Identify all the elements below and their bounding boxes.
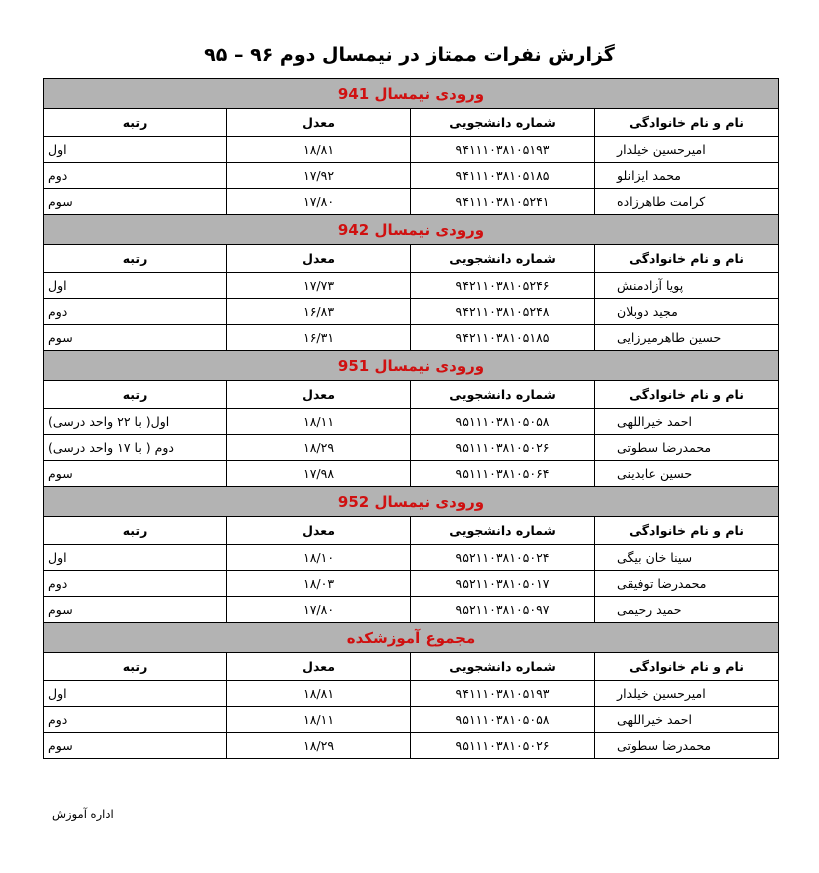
- table-row: [44, 571, 779, 597]
- rank-cell: دوم: [44, 707, 227, 733]
- column-header-average: معدل: [227, 109, 411, 137]
- average-cell: ۱۶/۳۱: [227, 325, 411, 351]
- student-name-cell: پویا آزادمنش: [595, 273, 779, 299]
- student-name-cell: سینا خان بیگی: [595, 545, 779, 571]
- rank-cell: اول: [44, 273, 227, 299]
- average-cell: ۱۸/۱۱: [227, 409, 411, 435]
- average-cell: ۱۷/۸۰: [227, 597, 411, 623]
- table-row: [44, 435, 779, 461]
- table-row: [44, 299, 779, 325]
- average-cell: ۱۶/۸۳: [227, 299, 411, 325]
- column-header-name: نام و نام خانوادگی: [595, 109, 779, 137]
- student-name-cell: امیرحسین خیلدار: [595, 137, 779, 163]
- column-header-rank: رتبه: [44, 245, 227, 273]
- column-header-row: [44, 245, 779, 273]
- rank-cell: سوم: [44, 189, 227, 215]
- student-name-cell: محمدرضا سطوتی: [595, 733, 779, 759]
- average-cell: ۱۸/۱۱: [227, 707, 411, 733]
- column-header-student-id: شماره دانشجویی: [411, 381, 595, 409]
- average-cell: ۱۷/۸۰: [227, 189, 411, 215]
- student-id-cell: ۹۵۱۱۱۰۳۸۱۰۵۰۲۶: [411, 733, 595, 759]
- rank-cell: دوم: [44, 299, 227, 325]
- student-id-cell: ۹۴۲۱۱۰۳۸۱۰۵۱۸۵: [411, 325, 595, 351]
- column-header-student-id: شماره دانشجویی: [411, 653, 595, 681]
- rank-cell: سوم: [44, 461, 227, 487]
- column-header-student-id: شماره دانشجویی: [411, 245, 595, 273]
- column-header-row: [44, 381, 779, 409]
- table-row: [44, 325, 779, 351]
- column-header-average: معدل: [227, 517, 411, 545]
- student-id-cell: ۹۴۲۱۱۰۳۸۱۰۵۲۴۸: [411, 299, 595, 325]
- student-id-cell: ۹۵۲۱۱۰۳۸۱۰۵۰۹۷: [411, 597, 595, 623]
- table-row: [44, 597, 779, 623]
- student-id-cell: ۹۵۱۱۱۰۳۸۱۰۵۰۵۸: [411, 409, 595, 435]
- student-id-cell: ۹۵۱۱۱۰۳۸۱۰۵۰۲۶: [411, 435, 595, 461]
- average-cell: ۱۷/۹۸: [227, 461, 411, 487]
- column-header-average: معدل: [227, 245, 411, 273]
- student-id-cell: ۹۴۱۱۱۰۳۸۱۰۵۱۸۵: [411, 163, 595, 189]
- column-header-row: [44, 653, 779, 681]
- student-name-cell: محمدرضا توفیقی: [595, 571, 779, 597]
- table-row: [44, 189, 779, 215]
- section-heading: ورودی نیمسال 942: [44, 215, 779, 245]
- column-header-rank: رتبه: [44, 109, 227, 137]
- section-heading: ورودی نیمسال 941: [44, 79, 779, 109]
- student-name-cell: حسین طاهرمیرزایی: [595, 325, 779, 351]
- rank-cell: سوم: [44, 597, 227, 623]
- column-header-name: نام و نام خانوادگی: [595, 245, 779, 273]
- rank-cell: سوم: [44, 325, 227, 351]
- column-header-name: نام و نام خانوادگی: [595, 653, 779, 681]
- average-cell: ۱۷/۷۳: [227, 273, 411, 299]
- student-name-cell: کرامت طاهرزاده: [595, 189, 779, 215]
- student-id-cell: ۹۵۲۱۱۰۳۸۱۰۵۰۱۷: [411, 571, 595, 597]
- average-cell: ۱۷/۹۲: [227, 163, 411, 189]
- table-row: [44, 409, 779, 435]
- student-name-cell: محمدرضا سطوتی: [595, 435, 779, 461]
- column-header-rank: رتبه: [44, 381, 227, 409]
- table-row: [44, 681, 779, 707]
- table-row: [44, 273, 779, 299]
- student-name-cell: حسین عابدینی: [595, 461, 779, 487]
- column-header-average: معدل: [227, 381, 411, 409]
- table-body: [44, 79, 779, 759]
- student-id-cell: ۹۵۱۱۱۰۳۸۱۰۵۰۶۴: [411, 461, 595, 487]
- rank-cell: اول: [44, 681, 227, 707]
- student-name-cell: مجید دوبلان: [595, 299, 779, 325]
- table-row: [44, 461, 779, 487]
- column-header-name: نام و نام خانوادگی: [595, 381, 779, 409]
- section-heading-row: [44, 215, 779, 245]
- average-cell: ۱۸/۱۰: [227, 545, 411, 571]
- rank-cell: دوم ( با ۱۷ واحد درسی): [44, 435, 227, 461]
- student-id-cell: ۹۵۲۱۱۰۳۸۱۰۵۰۲۴: [411, 545, 595, 571]
- rank-cell: دوم: [44, 571, 227, 597]
- column-header-student-id: شماره دانشجویی: [411, 109, 595, 137]
- table-row: [44, 137, 779, 163]
- table-row: [44, 545, 779, 571]
- section-heading-row: [44, 623, 779, 653]
- section-heading: مجموع آموزشکده: [44, 623, 779, 653]
- student-id-cell: ۹۴۱۱۱۰۳۸۱۰۵۱۹۳: [411, 137, 595, 163]
- average-cell: ۱۸/۲۹: [227, 435, 411, 461]
- section-heading: ورودی نیمسال 952: [44, 487, 779, 517]
- column-header-row: [44, 109, 779, 137]
- report-title: گزارش نفرات ممتاز در نیمسال دوم ۹۶ – ۹۵: [204, 44, 615, 66]
- table-row: [44, 163, 779, 189]
- student-name-cell: احمد خیراللهی: [595, 707, 779, 733]
- rank-cell: اول( با ۲۲ واحد درسی): [44, 409, 227, 435]
- rank-cell: دوم: [44, 163, 227, 189]
- student-id-cell: ۹۴۲۱۱۰۳۸۱۰۵۲۴۶: [411, 273, 595, 299]
- rank-cell: اول: [44, 137, 227, 163]
- footer-department: اداره آموزش: [52, 807, 114, 821]
- student-id-cell: ۹۴۱۱۱۰۳۸۱۰۵۲۴۱: [411, 189, 595, 215]
- average-cell: ۱۸/۸۱: [227, 137, 411, 163]
- section-heading-row: [44, 487, 779, 517]
- excellent-students-table: [43, 78, 779, 759]
- student-name-cell: احمد خیراللهی: [595, 409, 779, 435]
- column-header-row: [44, 517, 779, 545]
- average-cell: ۱۸/۰۳: [227, 571, 411, 597]
- rank-cell: سوم: [44, 733, 227, 759]
- student-name-cell: امیرحسین خیلدار: [595, 681, 779, 707]
- column-header-average: معدل: [227, 653, 411, 681]
- section-heading-row: [44, 79, 779, 109]
- column-header-student-id: شماره دانشجویی: [411, 517, 595, 545]
- section-heading-row: [44, 351, 779, 381]
- table-row: [44, 707, 779, 733]
- average-cell: ۱۸/۲۹: [227, 733, 411, 759]
- student-id-cell: ۹۴۱۱۱۰۳۸۱۰۵۱۹۳: [411, 681, 595, 707]
- average-cell: ۱۸/۸۱: [227, 681, 411, 707]
- table-row: [44, 733, 779, 759]
- column-header-rank: رتبه: [44, 517, 227, 545]
- section-heading: ورودی نیمسال 951: [44, 351, 779, 381]
- column-header-name: نام و نام خانوادگی: [595, 517, 779, 545]
- student-name-cell: حمید رحیمی: [595, 597, 779, 623]
- rank-cell: اول: [44, 545, 227, 571]
- student-id-cell: ۹۵۱۱۱۰۳۸۱۰۵۰۵۸: [411, 707, 595, 733]
- column-header-rank: رتبه: [44, 653, 227, 681]
- student-name-cell: محمد ایزانلو: [595, 163, 779, 189]
